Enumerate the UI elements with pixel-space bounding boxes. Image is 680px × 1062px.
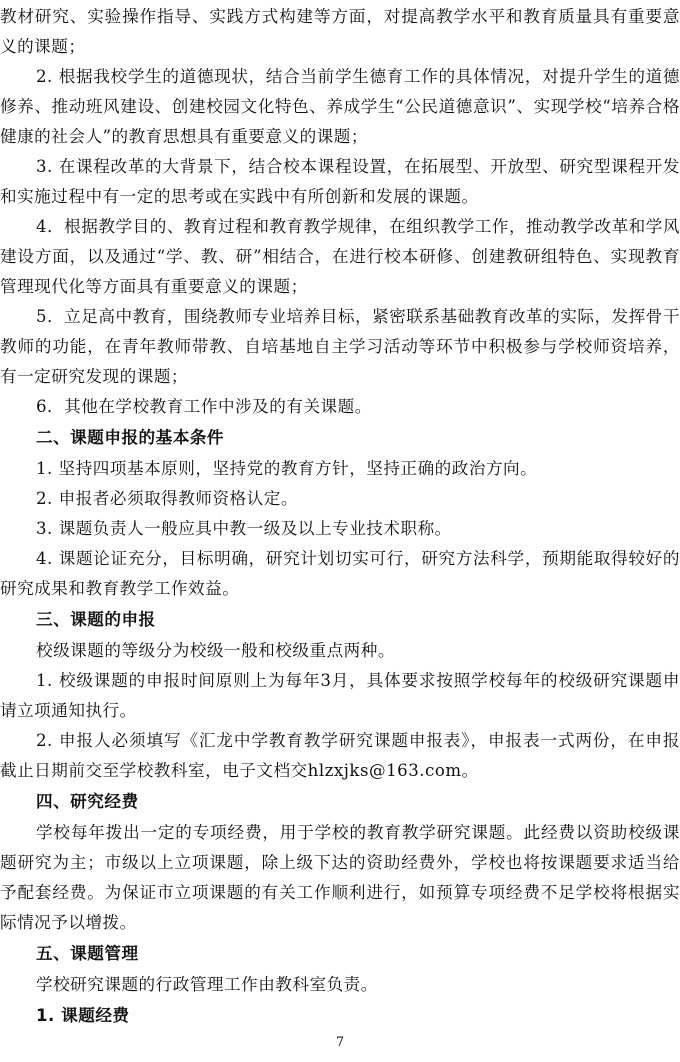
- section-heading: 二、课题申报的基本条件: [36, 428, 225, 447]
- section-heading: 三、课题的申报: [36, 610, 156, 629]
- body-paragraph: 2. 申报人必须填写《汇龙中学教育教学研究课题申报表》，申报表一式两份，在申报截止日期前交至学校教科室，电子文档交hlzxjks@163.com。: [0, 731, 680, 780]
- body-paragraph: 校级课题的等级分为校级一般和校级重点两种。: [36, 641, 395, 660]
- body-paragraph: 2. 申报者必须取得教师资格认定。: [36, 489, 298, 508]
- body-paragraph: 2. 根据我校学生的道德现状，结合当前学生德育工作的具体情况，对提升学生的道德修养、推动班风建设、创建校园文化特色、养成学生“公民道德意识”、实现学校“培养合格健康的社会人”的教育思想具有重要意义的课题；: [0, 67, 680, 146]
- body-paragraph: 5．立足高中教育，围绕教师专业培养目标，紧密联系基础教育改革的实际，发挥骨干教师的功能，在青年教师带教、自培基地自主学习活动等环节中积极参与学校师资培养，有一定研究发现的课题；: [0, 307, 680, 386]
- document-body: [0, 2, 680, 1032]
- body-paragraph: 3. 课题负责人一般应具中教一级及以上专业技术职称。: [36, 519, 452, 538]
- section-heading: 四、研究经费: [36, 792, 139, 811]
- body-paragraph: 4. 课题论证充分，目标明确，研究计划切实可行，研究方法科学，预期能取得较好的研究成果和教育教学工作效益。: [0, 549, 680, 598]
- body-paragraph: 4．根据教学目的、教育过程和教育教学规律，在组织教学工作，推动教学改革和学风建设方面，以及通过“学、教、研”相结合，在进行校本研修、创建教研组特色、实现教育管理现代化等方面具有重要意义的课题；: [0, 217, 680, 296]
- body-paragraph: 学校每年拨出一定的专项经费，用于学校的教育教学研究课题。此经费以资助校级课题研究为主；市级以上立项课题，除上级下达的资助经费外，学校也将按课题要求适当给予配套经费。为保证市立项课题的有关工作顺利进行，如预算专项经费不足学校将根据实际情况予以增拨。: [0, 823, 680, 932]
- body-paragraph: 3. 在课程改革的大背景下，结合校本课程设置，在拓展型、开放型、研究型课程开发和实施过程中有一定的思考或在实践中有所创新和发展的课题。: [0, 157, 680, 206]
- body-paragraph: 6．其他在学校教育工作中涉及的有关课题。: [36, 397, 372, 416]
- body-paragraph: 1. 坚持四项基本原则，坚持党的教育方针，坚持正确的政治方向。: [36, 459, 538, 478]
- body-paragraph: 学校研究课题的行政管理工作由教科室负责。: [36, 975, 378, 994]
- section-heading: 1. 课题经费: [36, 1006, 130, 1025]
- section-heading: 五、课题管理: [36, 944, 139, 963]
- page-number: 7: [335, 1035, 345, 1050]
- body-paragraph: 1. 校级课题的申报时间原则上为每年3月，具体要求按照学校每年的校级研究课题申请立项通知执行。: [0, 671, 680, 720]
- body-paragraph: 教材研究、实验操作指导、实践方式构建等方面，对提高教学水平和教育质量具有重要意义的课题；: [0, 7, 680, 56]
